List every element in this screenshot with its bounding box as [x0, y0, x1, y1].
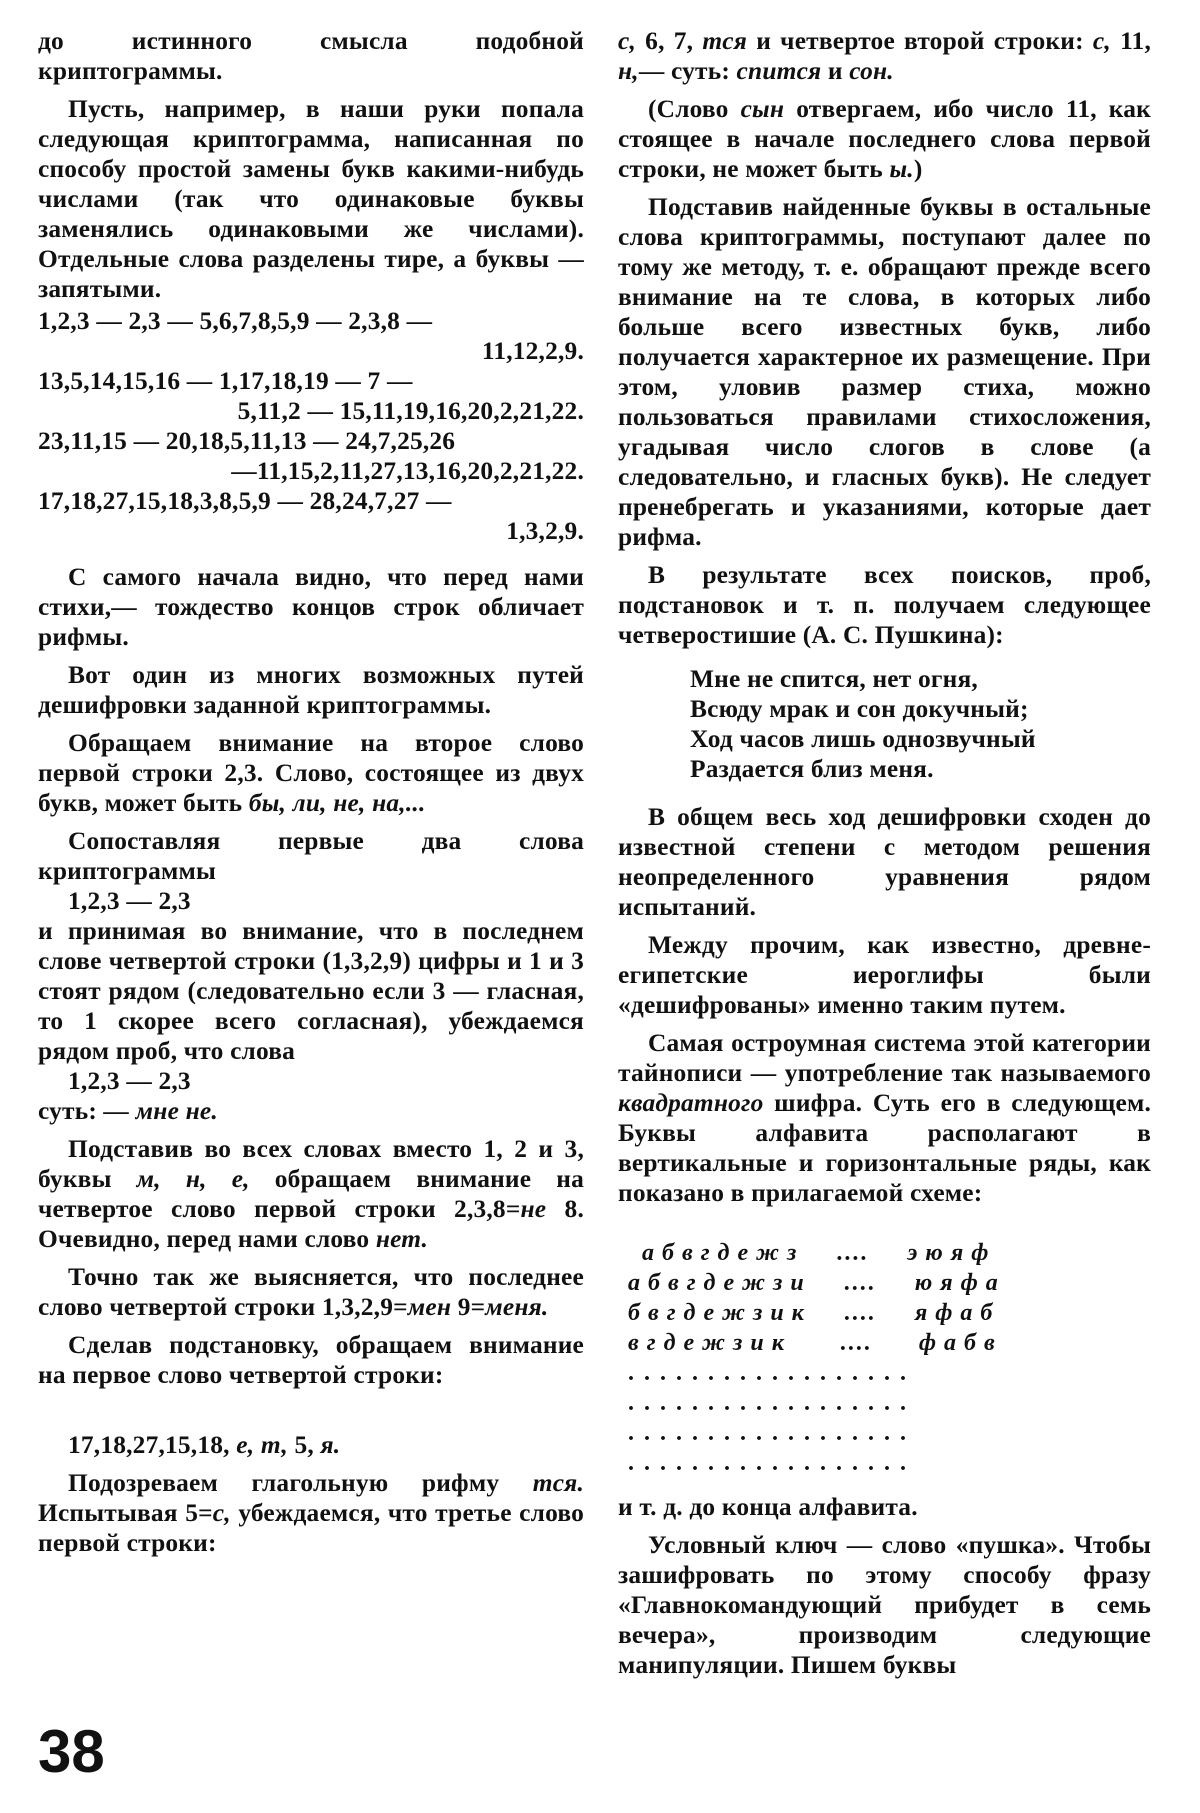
paragraph: Подозреваем глагольную рифму тся. Испытывая 5=с, убеждаемся, что третье слово первой строки:: [38, 1469, 584, 1557]
poem-line: Раздается близ меня.: [690, 755, 934, 783]
paragraph: В результате всех поисков, проб, подстановок и т. п. получаем следующее четверостишие (А. С. Пушкина):: [618, 561, 1151, 649]
cipher-row: а б в г д е ж з и .... ю я ф а: [628, 1270, 999, 1296]
paragraph: Точно так же выясняется, что последнее слово четвертой строки 1,3,2,9=мен 9=меня.: [38, 1263, 584, 1321]
paragraph: Самая остроумная система этой категории тайнописи — употребление так называемого квадратного шифра. Суть его в следующем. Буквы алфавита располагают в вертикальные и горизонтальные ряды, как показано в прилагаемой схеме:: [618, 1029, 1151, 1207]
cipher-dots-row: . . . . . . . . . . . . . . . . . .: [628, 1420, 908, 1446]
cipher-row: б в г д е ж з и к .... я ф а б: [628, 1300, 994, 1326]
cryptogram-line: 23,11,15 — 20,18,5,11,13 — 24,7,25,26: [38, 427, 456, 455]
cryptogram-line: 17,18,27,15,18,3,8,5,9 — 28,24,7,27 —: [38, 487, 452, 515]
cipher-row: в г д е ж з и к .... ф а б в: [628, 1330, 996, 1356]
poem-line: Мне не спится, нет огня,: [690, 665, 978, 693]
paragraph: Обращаем внимание на второе слово первой строки 2,3. Слово, состоящее из двух букв, может быть бы, ли, не, на,...: [38, 729, 584, 817]
cryptogram-line: 11,12,2,9.: [481, 337, 584, 365]
paragraph: Между прочим, как известно, древне-египетские иероглифы были «дешифрованы» именно таким путем.: [618, 931, 1151, 1019]
paragraph: и принимая во внимание, что в последнем слове четвертой строки (1,3,2,9) цифры и 1 и 3 стоят рядом (следовательно если 3 — гласная, то 1 скорее всего согласная), убеждаемся рядом проб, что слова: [38, 917, 584, 1065]
cryptogram-line: 1,3,2,9.: [506, 517, 584, 545]
formula: 1,2,3 — 2,3: [68, 887, 191, 915]
cryptogram-line: —11,15,2,11,27,13,16,20,2,21,22.: [231, 457, 584, 485]
formula: 1,2,3 — 2,3: [68, 1067, 191, 1095]
paragraph: Подставив во всех словах вместо 1, 2 и 3, буквы м, н, е, обращаем внимание на четвертое слово первой строки 2,3,8=не 8. Очевидно, перед нами слово нет.: [38, 1135, 584, 1253]
paragraph: С самого начала видно, что перед нами стихи,— тождество концов строк обличает рифмы.: [38, 563, 584, 651]
paragraph: Подставив найденные буквы в остальные слова криптограммы, поступают далее по тому же методу, т. е. обращают прежде всего внимание на те слова, в которых либо больше всего известных букв, либо получается характерное их размещение. При этом, уловив размер стиха, можно пользоваться правилами стихосложения, угадывая число слогов в слове (а следовательно, и гласных букв). Не следует пренебрегать и указаниями, которые дает рифма.: [618, 193, 1151, 551]
cryptogram-line: 1,2,3 — 2,3 — 5,6,7,8,5,9 — 2,3,8 —: [38, 307, 433, 335]
paragraph: В общем весь ход дешифровки сходен до известной степени с методом решения неопределенного уравнения рядом испытаний.: [618, 803, 1151, 921]
cryptogram-line: 5,11,2 — 15,11,19,16,20,2,21,22.: [237, 397, 584, 425]
square-cipher-table: [628, 1238, 1151, 1478]
cipher-dots-row: . . . . . . . . . . . . . . . . . .: [628, 1360, 908, 1386]
cipher-row: а б в г д е ж з .... э ю я ф: [628, 1240, 990, 1266]
paragraph: Условный ключ — слово «пушка». Чтобы зашифровать по этому способу фразу «Главнокомандующий прибудет в семь вечера», производим следующие манипуляции. Пишем буквы: [618, 1531, 1151, 1679]
poem-line: Всюду мрак и сон докучный;: [690, 695, 1029, 723]
paragraph: Пусть, например, в наши руки попала следующая криптограмма, написанная по способу простой замены букв какими-нибудь числами (так что одинаковые буквы заменялись одинаковыми же числами). Отдельные слова разделены тире, а буквы — запятыми.: [38, 95, 584, 303]
formula: 17,18,27,15,18, е, т, 5, я.: [68, 1431, 341, 1459]
paragraph: Вот один из многих возможных путей дешифровки заданной криптограммы.: [38, 661, 584, 719]
poem-line: Ход часов лишь однозвучный: [690, 725, 1036, 753]
cryptogram: [38, 306, 584, 546]
page-number: 38: [38, 1718, 105, 1785]
paragraph: до истинного смысла подобной криптограммы.: [38, 27, 584, 85]
paragraph: (Слово сын отвергаем, ибо число 11, как стоящее в начале последнего слова первой строки, не может быть ы.): [618, 95, 1151, 183]
poem: [690, 664, 1151, 784]
paragraph: и т. д. до конца алфавита.: [618, 1493, 918, 1521]
paragraph: Сделав подстановку, обращаем внимание на первое слово четвертой строки:: [38, 1331, 584, 1389]
right-column: [618, 26, 1151, 1688]
cipher-dots-row: . . . . . . . . . . . . . . . . . .: [628, 1390, 908, 1416]
paragraph: с, 6, 7, тся и четвертое второй строки: с, 11, н,— суть: спится и сон.: [618, 27, 1152, 85]
paragraph: Сопоставляя первые два слова криптограммы: [38, 827, 584, 885]
cipher-dots-row: . . . . . . . . . . . . . . . . . .: [628, 1450, 908, 1476]
cryptogram-line: 13,5,14,15,16 — 1,17,18,19 — 7 —: [38, 367, 413, 395]
left-column: [38, 26, 584, 1566]
paragraph: суть: — мне не.: [38, 1097, 218, 1125]
